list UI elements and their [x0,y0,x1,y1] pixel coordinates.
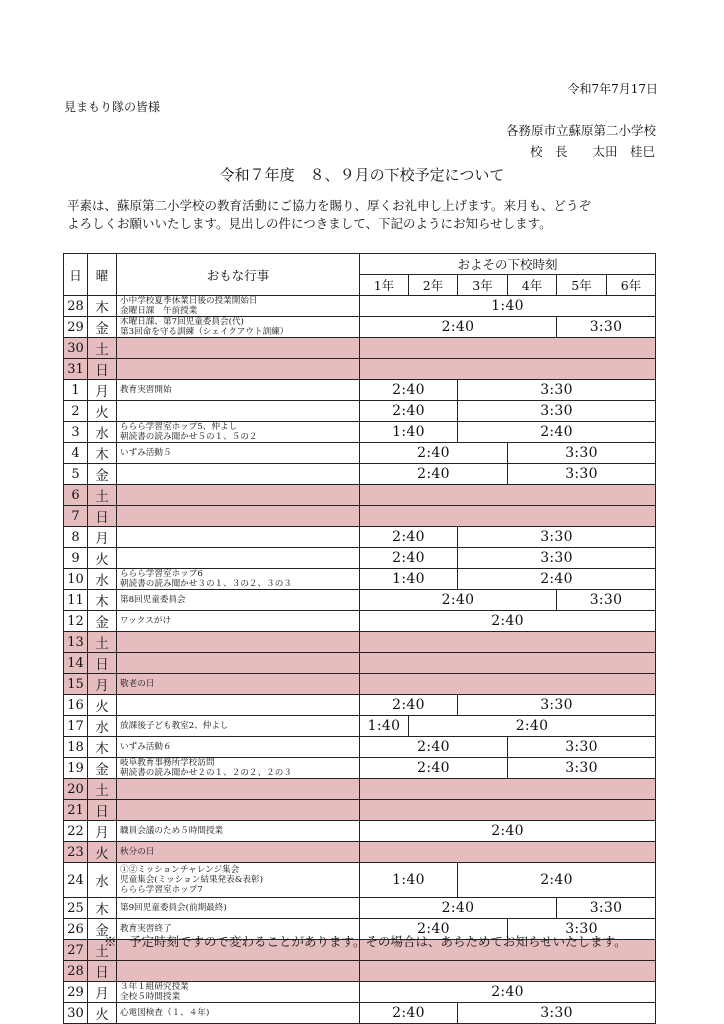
dismissal-time-cell [360,485,656,506]
table-row [64,527,656,548]
day-cell: 3 [64,422,88,443]
weekday-cell: 木 [88,737,117,758]
weekday-cell: 月 [88,982,117,1003]
day-cell: 19 [64,758,88,779]
table-row [64,821,656,842]
dismissal-time-cell [360,338,656,359]
dismissal-time-cell: 3:30 [458,527,656,548]
table-row [64,982,656,1003]
dismissal-time-cell: 2:40 [409,716,656,737]
table-row [64,716,656,737]
weekday-cell: 土 [88,485,117,506]
table-row [64,506,656,527]
weekday-cell: 火 [88,842,117,863]
dismissal-time-cell [360,674,656,695]
dismissal-time-cell: 2:40 [360,380,458,401]
dismissal-time-cell: 1:40 [360,422,458,443]
weekday-cell: 木 [88,898,117,919]
event-cell: 敬老の日 [117,674,360,695]
dismissal-time-cell [360,961,656,982]
table-row [64,842,656,863]
day-cell: 4 [64,443,88,464]
dismissal-time-cell: 2:40 [360,821,656,842]
day-cell: 14 [64,653,88,674]
dismissal-time-cell: 1:40 [360,863,458,898]
event-cell [117,338,360,359]
event-cell [117,800,360,821]
event-cell [117,548,360,569]
header-weekday: 曜 [88,254,117,296]
table-row [64,464,656,485]
day-cell: 7 [64,506,88,527]
header-grade-6: 6年 [607,275,656,296]
recipient: 見まもり隊の皆様 [64,100,161,114]
table-row [64,1003,656,1024]
weekday-cell: 火 [88,401,117,422]
event-cell: ３年１組研究授業 全校５時間授業 [117,982,360,1003]
event-cell: いずみ活動６ [117,737,360,758]
weekday-cell: 日 [88,653,117,674]
weekday-cell: 水 [88,422,117,443]
day-cell: 21 [64,800,88,821]
table-row [64,548,656,569]
dismissal-time-cell [360,779,656,800]
day-cell: 31 [64,359,88,380]
dismissal-time-cell: 2:40 [360,317,557,338]
day-cell: 25 [64,898,88,919]
dismissal-time-cell: 2:40 [360,758,508,779]
dismissal-time-cell [360,842,656,863]
header-grade-4: 4年 [508,275,557,296]
dismissal-time-cell [360,359,656,380]
weekday-cell: 火 [88,1003,117,1024]
event-cell [117,632,360,653]
dismissal-time-cell: 2:40 [360,982,656,1003]
event-cell: 第9回児童委員会(前期最終) [117,898,360,919]
page-title: 令和７年度 ８、９月の下校予定について [219,166,505,184]
weekday-cell: 月 [88,821,117,842]
event-cell: 小中学校夏季休業日後の授業開始日 金曜日課 午前授業 [117,296,360,317]
weekday-cell: 火 [88,695,117,716]
event-cell: ららら学習室ホップ6 朝読書の読み聞かせ３の１、３の２、３の３ [117,569,360,590]
day-cell: 23 [64,842,88,863]
event-cell: 教育実習開始 [117,380,360,401]
weekday-cell: 火 [88,548,117,569]
weekday-cell: 月 [88,674,117,695]
event-cell [117,695,360,716]
event-cell [117,401,360,422]
day-cell: 27 [64,940,88,961]
table-row [64,779,656,800]
dismissal-time-cell: 2:40 [360,919,508,940]
dismissal-time-cell [360,506,656,527]
dismissal-time-cell: 2:40 [360,590,557,611]
school-name: 各務原市立蘇原第二小学校 [505,123,656,138]
table-row [64,898,656,919]
dismissal-time-cell: 1:40 [360,716,409,737]
header-dismissal-time: およその下校時刻 [360,254,656,275]
weekday-cell: 日 [88,800,117,821]
weekday-cell: 木 [88,296,117,317]
event-cell: 第8回児童委員会 [117,590,360,611]
table-row [64,296,656,317]
dismissal-time-cell: 2:40 [360,527,458,548]
event-cell: 心電図検査（１、４年) [117,1003,360,1024]
schedule-table [63,253,656,1024]
day-cell: 30 [64,1003,88,1024]
table-row [64,653,656,674]
dismissal-time-cell: 2:40 [360,1003,458,1024]
table-row [64,485,656,506]
dismissal-time-cell: 3:30 [508,737,656,758]
event-cell: 秋分の日 [117,842,360,863]
event-cell: 職員会議のため５時間授業 [117,821,360,842]
table-row [64,863,656,898]
event-cell [117,359,360,380]
dismissal-time-cell: 3:30 [458,401,656,422]
dismissal-time-cell: 3:30 [458,695,656,716]
day-cell: 11 [64,590,88,611]
dismissal-time-cell: 2:40 [360,548,458,569]
day-cell: 15 [64,674,88,695]
day-cell: 18 [64,737,88,758]
event-cell [117,464,360,485]
event-cell: 教育実習終了 [117,919,360,940]
dismissal-time-cell [360,800,656,821]
dismissal-time-cell: 3:30 [557,898,656,919]
day-cell: 9 [64,548,88,569]
dismissal-time-cell: 3:30 [508,919,656,940]
body-line-2: よろしくお願いいたします。見出しの件につきまして、下記のようにお知らせします。 [67,216,552,231]
dismissal-time-cell: 2:40 [458,569,656,590]
weekday-cell: 月 [88,380,117,401]
day-cell: 1 [64,380,88,401]
dismissal-time-cell: 3:30 [508,758,656,779]
day-cell: 28 [64,961,88,982]
dismissal-time-cell: 2:40 [360,898,557,919]
dismissal-time-cell: 3:30 [508,464,656,485]
day-cell: 13 [64,632,88,653]
principal-name: 校 長 太田 桂巳 [529,144,655,159]
dismissal-time-cell: 2:40 [458,422,656,443]
weekday-cell: 月 [88,527,117,548]
table-row [64,961,656,982]
day-cell: 28 [64,296,88,317]
event-cell: いずみ活動５ [117,443,360,464]
day-cell: 8 [64,527,88,548]
table-row [64,758,656,779]
table-row [64,569,656,590]
event-cell [117,506,360,527]
table-row [64,632,656,653]
weekday-cell: 水 [88,569,117,590]
weekday-cell: 日 [88,359,117,380]
table-row [64,611,656,632]
dismissal-time-cell: 3:30 [458,548,656,569]
dismissal-time-cell: 2:40 [360,401,458,422]
table-row [64,695,656,716]
day-cell: 12 [64,611,88,632]
header-grade-1: 1年 [360,275,409,296]
day-cell: 30 [64,338,88,359]
dismissal-time-cell: 2:40 [458,863,656,898]
weekday-cell: 金 [88,611,117,632]
day-cell: 20 [64,779,88,800]
table-row [64,359,656,380]
day-cell: 17 [64,716,88,737]
event-cell: 岐阜教育事務所学校訪問 朝読書の読み聞かせ２の１、２の２、２の３ [117,758,360,779]
day-cell: 29 [64,317,88,338]
event-cell [117,653,360,674]
weekday-cell: 金 [88,919,117,940]
event-cell [117,527,360,548]
table-row [64,401,656,422]
header-day: 日 [64,254,88,296]
dismissal-time-cell [360,632,656,653]
event-cell [117,485,360,506]
event-cell [117,961,360,982]
table-row [64,737,656,758]
weekday-cell: 金 [88,317,117,338]
dismissal-time-cell [360,653,656,674]
dismissal-time-cell: 2:40 [360,737,508,758]
dismissal-time-cell: 2:40 [360,443,508,464]
weekday-cell: 土 [88,779,117,800]
table-row [64,443,656,464]
event-cell [117,779,360,800]
header-grade-2: 2年 [409,275,458,296]
weekday-cell: 土 [88,632,117,653]
weekday-cell: 金 [88,464,117,485]
day-cell: 26 [64,919,88,940]
event-cell: ららら学習室ホップ5、仲よし 朝読書の読み聞かせ５の１、５の２ [117,422,360,443]
event-cell: ワックスがけ [117,611,360,632]
document-date: 令和7年7月17日 [567,82,658,96]
weekday-cell: 水 [88,863,117,898]
weekday-cell: 土 [88,338,117,359]
day-cell: 5 [64,464,88,485]
weekday-cell: 水 [88,716,117,737]
dismissal-time-cell: 3:30 [508,443,656,464]
dismissal-time-cell: 2:40 [360,611,656,632]
dismissal-time-cell: 3:30 [557,590,656,611]
header-events: おもな行事 [117,254,360,296]
event-cell: 放課後子ども教室2、仲よし [117,716,360,737]
dismissal-time-cell: 1:40 [360,296,656,317]
table-row [64,590,656,611]
schedule-rows [64,296,656,1024]
event-cell: 木曜日課、第7回児童委員会(代) 第3回命を守る訓練（シェイクアウト訓練） [117,317,360,338]
day-cell: 6 [64,485,88,506]
weekday-cell: 木 [88,443,117,464]
dismissal-time-cell: 1:40 [360,569,458,590]
weekday-cell: 木 [88,590,117,611]
footnote: ※ 予定時刻ですので変わることがあります。その場合は、あらためてお知らせいたします。 [104,934,627,949]
table-row [64,338,656,359]
day-cell: 16 [64,695,88,716]
table-row [64,800,656,821]
table-row [64,317,656,338]
body-line-1: 平素は、蘇原第二小学校の教育活動にご協力を賜り、厚くお礼申し上げます。来月も、どうぞ [67,198,592,213]
table-row [64,674,656,695]
weekday-cell: 日 [88,961,117,982]
header-grade-3: 3年 [458,275,508,296]
weekday-cell: 日 [88,506,117,527]
dismissal-time-cell: 3:30 [557,317,656,338]
dismissal-time-cell: 2:40 [360,695,458,716]
day-cell: 29 [64,982,88,1003]
day-cell: 10 [64,569,88,590]
header-grade-5: 5年 [557,275,607,296]
event-cell: ①②ミッションチャレンジ集会 児童集会(ミッション結果発表&表彰) ららら学習室ホップ7 [117,863,360,898]
day-cell: 22 [64,821,88,842]
weekday-cell: 金 [88,758,117,779]
table-row [64,422,656,443]
dismissal-time-cell: 3:30 [458,380,656,401]
day-cell: 24 [64,863,88,898]
weekday-cell: 土 [88,940,117,961]
dismissal-time-cell: 3:30 [458,1003,656,1024]
table-row [64,380,656,401]
dismissal-time-cell: 2:40 [360,464,508,485]
day-cell: 2 [64,401,88,422]
